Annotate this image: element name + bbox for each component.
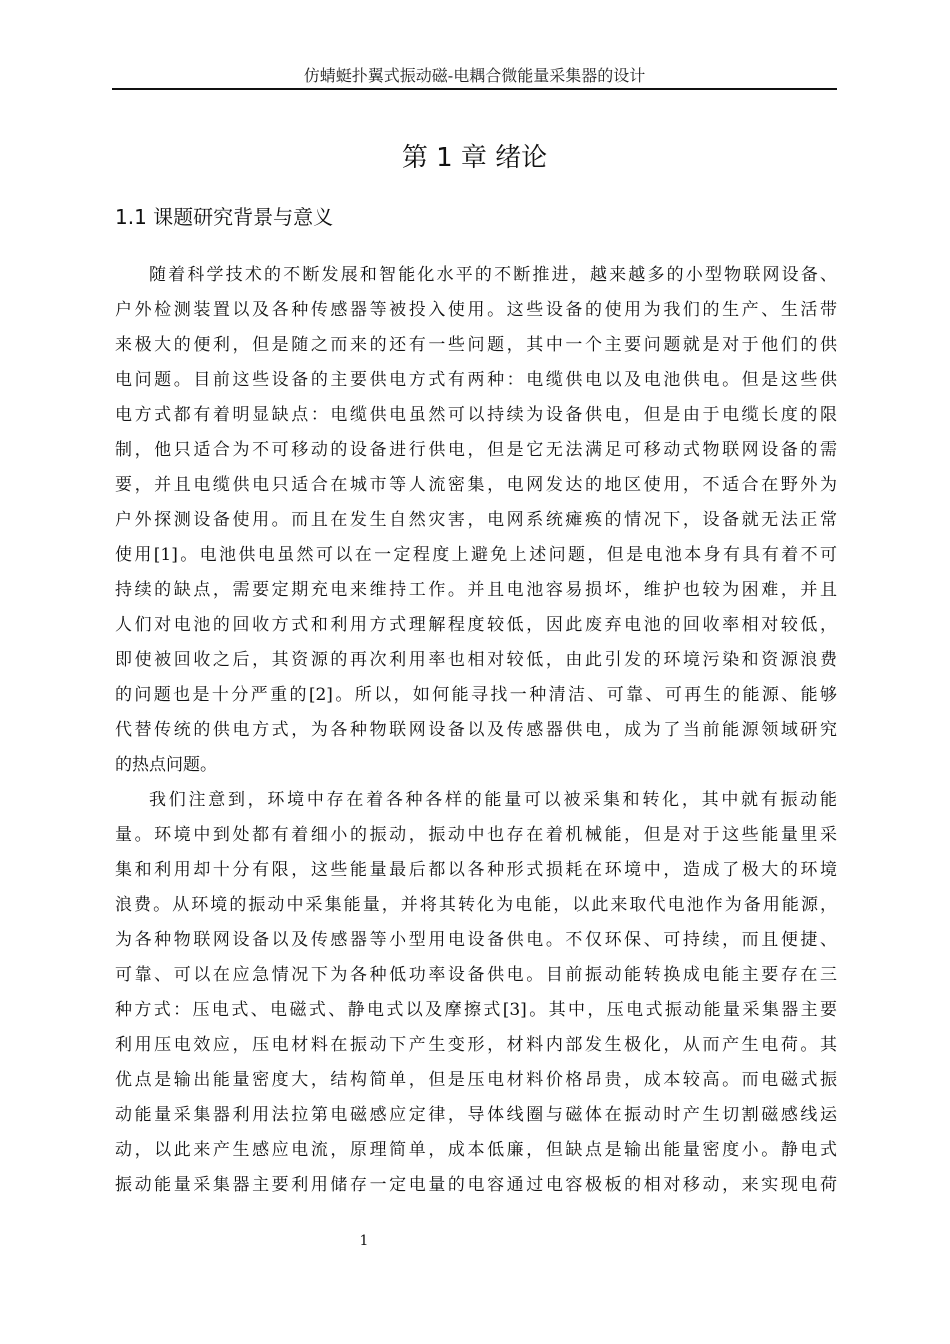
text-line: 要，并且电缆供电只适合在城市等人流密集，电网发达的地区使用，不适合在野外为 (115, 475, 837, 495)
text-line: 量。环境中到处都有着细小的振动，振动中也存在着机械能，但是对于这些能量里采 (115, 825, 837, 845)
text-line: 制，他只适合为不可移动的设备进行供电，但是它无法满足可移动式物联网设备的需 (115, 440, 837, 460)
body-text (115, 258, 837, 1203)
text-line: 优点是输出能量密度大，结构简单，但是压电材料价格昂贵，成本较高。而电磁式振 (115, 1070, 837, 1090)
text-line: 的热点问题。 (115, 755, 217, 775)
paragraph-1 (115, 258, 837, 783)
text-line: 随着科学技术的不断发展和智能化水平的不断推进，越来越多的小型物联网设备、 (149, 265, 837, 285)
text-line: 利用压电效应，压电材料在振动下产生变形，材料内部发生极化，从而产生电荷。其 (115, 1035, 837, 1055)
paragraph-2 (115, 783, 837, 1203)
text-line: 浪费。从环境的振动中采集能量，并将其转化为电能，以此来取代电池作为备用能源， (115, 895, 837, 915)
page-number: 1 (359, 1233, 369, 1249)
text-line: 户外检测装置以及各种传感器等被投入使用。这些设备的使用为我们的生产、生活带 (115, 300, 837, 320)
text-line: 户外探测设备使用。而且在发生自然灾害，电网系统瘫痪的情况下，设备就无法正常 (115, 510, 837, 530)
text-line: 集和利用却十分有限，这些能量最后都以各种形式损耗在环境中，造成了极大的环境 (115, 860, 837, 880)
text-line: 使用[1]。电池供电虽然可以在一定程度上避免上述问题，但是电池本身有具有着不可 (115, 545, 837, 565)
text-line: 人们对电池的回收方式和利用方式理解程度较低，因此废弃电池的回收率相对较低， (115, 615, 837, 635)
text-line: 电方式都有着明显缺点：电缆供电虽然可以持续为设备供电，但是由于电缆长度的限 (115, 405, 837, 425)
header-divider (112, 88, 837, 90)
text-line: 我们注意到，环境中存在着各种各样的能量可以被采集和转化，其中就有振动能 (149, 790, 837, 810)
text-line: 动，以此来产生感应电流，原理简单，成本低廉，但缺点是输出能量密度小。静电式 (115, 1140, 837, 1160)
text-line: 持续的缺点，需要定期充电来维持工作。并且电池容易损坏，维护也较为困难，并且 (115, 580, 837, 600)
running-header: 仿蜻蜓扑翼式振动磁-电耦合微能量采集器的设计 (303, 66, 646, 85)
text-line: 即使被回收之后，其资源的再次利用率也相对较低，由此引发的环境污染和资源浪费 (115, 650, 837, 670)
text-line: 电问题。目前这些设备的主要供电方式有两种：电缆供电以及电池供电。但是这些供 (115, 370, 837, 390)
text-line: 的问题也是十分严重的[2]。所以，如何能寻找一种清洁、可靠、可再生的能源、能够 (115, 685, 837, 705)
text-line: 振动能量采集器主要利用储存一定电量的电容通过电容极板的相对移动，来实现电荷 (115, 1175, 837, 1195)
text-line: 来极大的便利，但是随之而来的还有一些问题，其中一个主要问题就是对于他们的供 (115, 335, 837, 355)
section-title: 1.1 课题研究背景与意义 (115, 205, 334, 229)
text-line: 种方式：压电式、电磁式、静电式以及摩擦式[3]。其中，压电式振动能量采集器主要 (115, 1000, 837, 1020)
text-line: 动能量采集器利用法拉第电磁感应定律，导体线圈与磁体在振动时产生切割磁感线运 (115, 1105, 837, 1125)
text-line: 代替传统的供电方式，为各种物联网设备以及传感器供电，成为了当前能源领域研究 (115, 720, 837, 740)
text-line: 可靠、可以在应急情况下为各种低功率设备供电。目前振动能转换成电能主要存在三 (115, 965, 837, 985)
chapter-title: 第 1 章 绪论 (401, 143, 548, 173)
text-line: 为各种物联网设备以及传感器等小型用电设备供电。不仅环保、可持续，而且便捷、 (115, 930, 837, 950)
